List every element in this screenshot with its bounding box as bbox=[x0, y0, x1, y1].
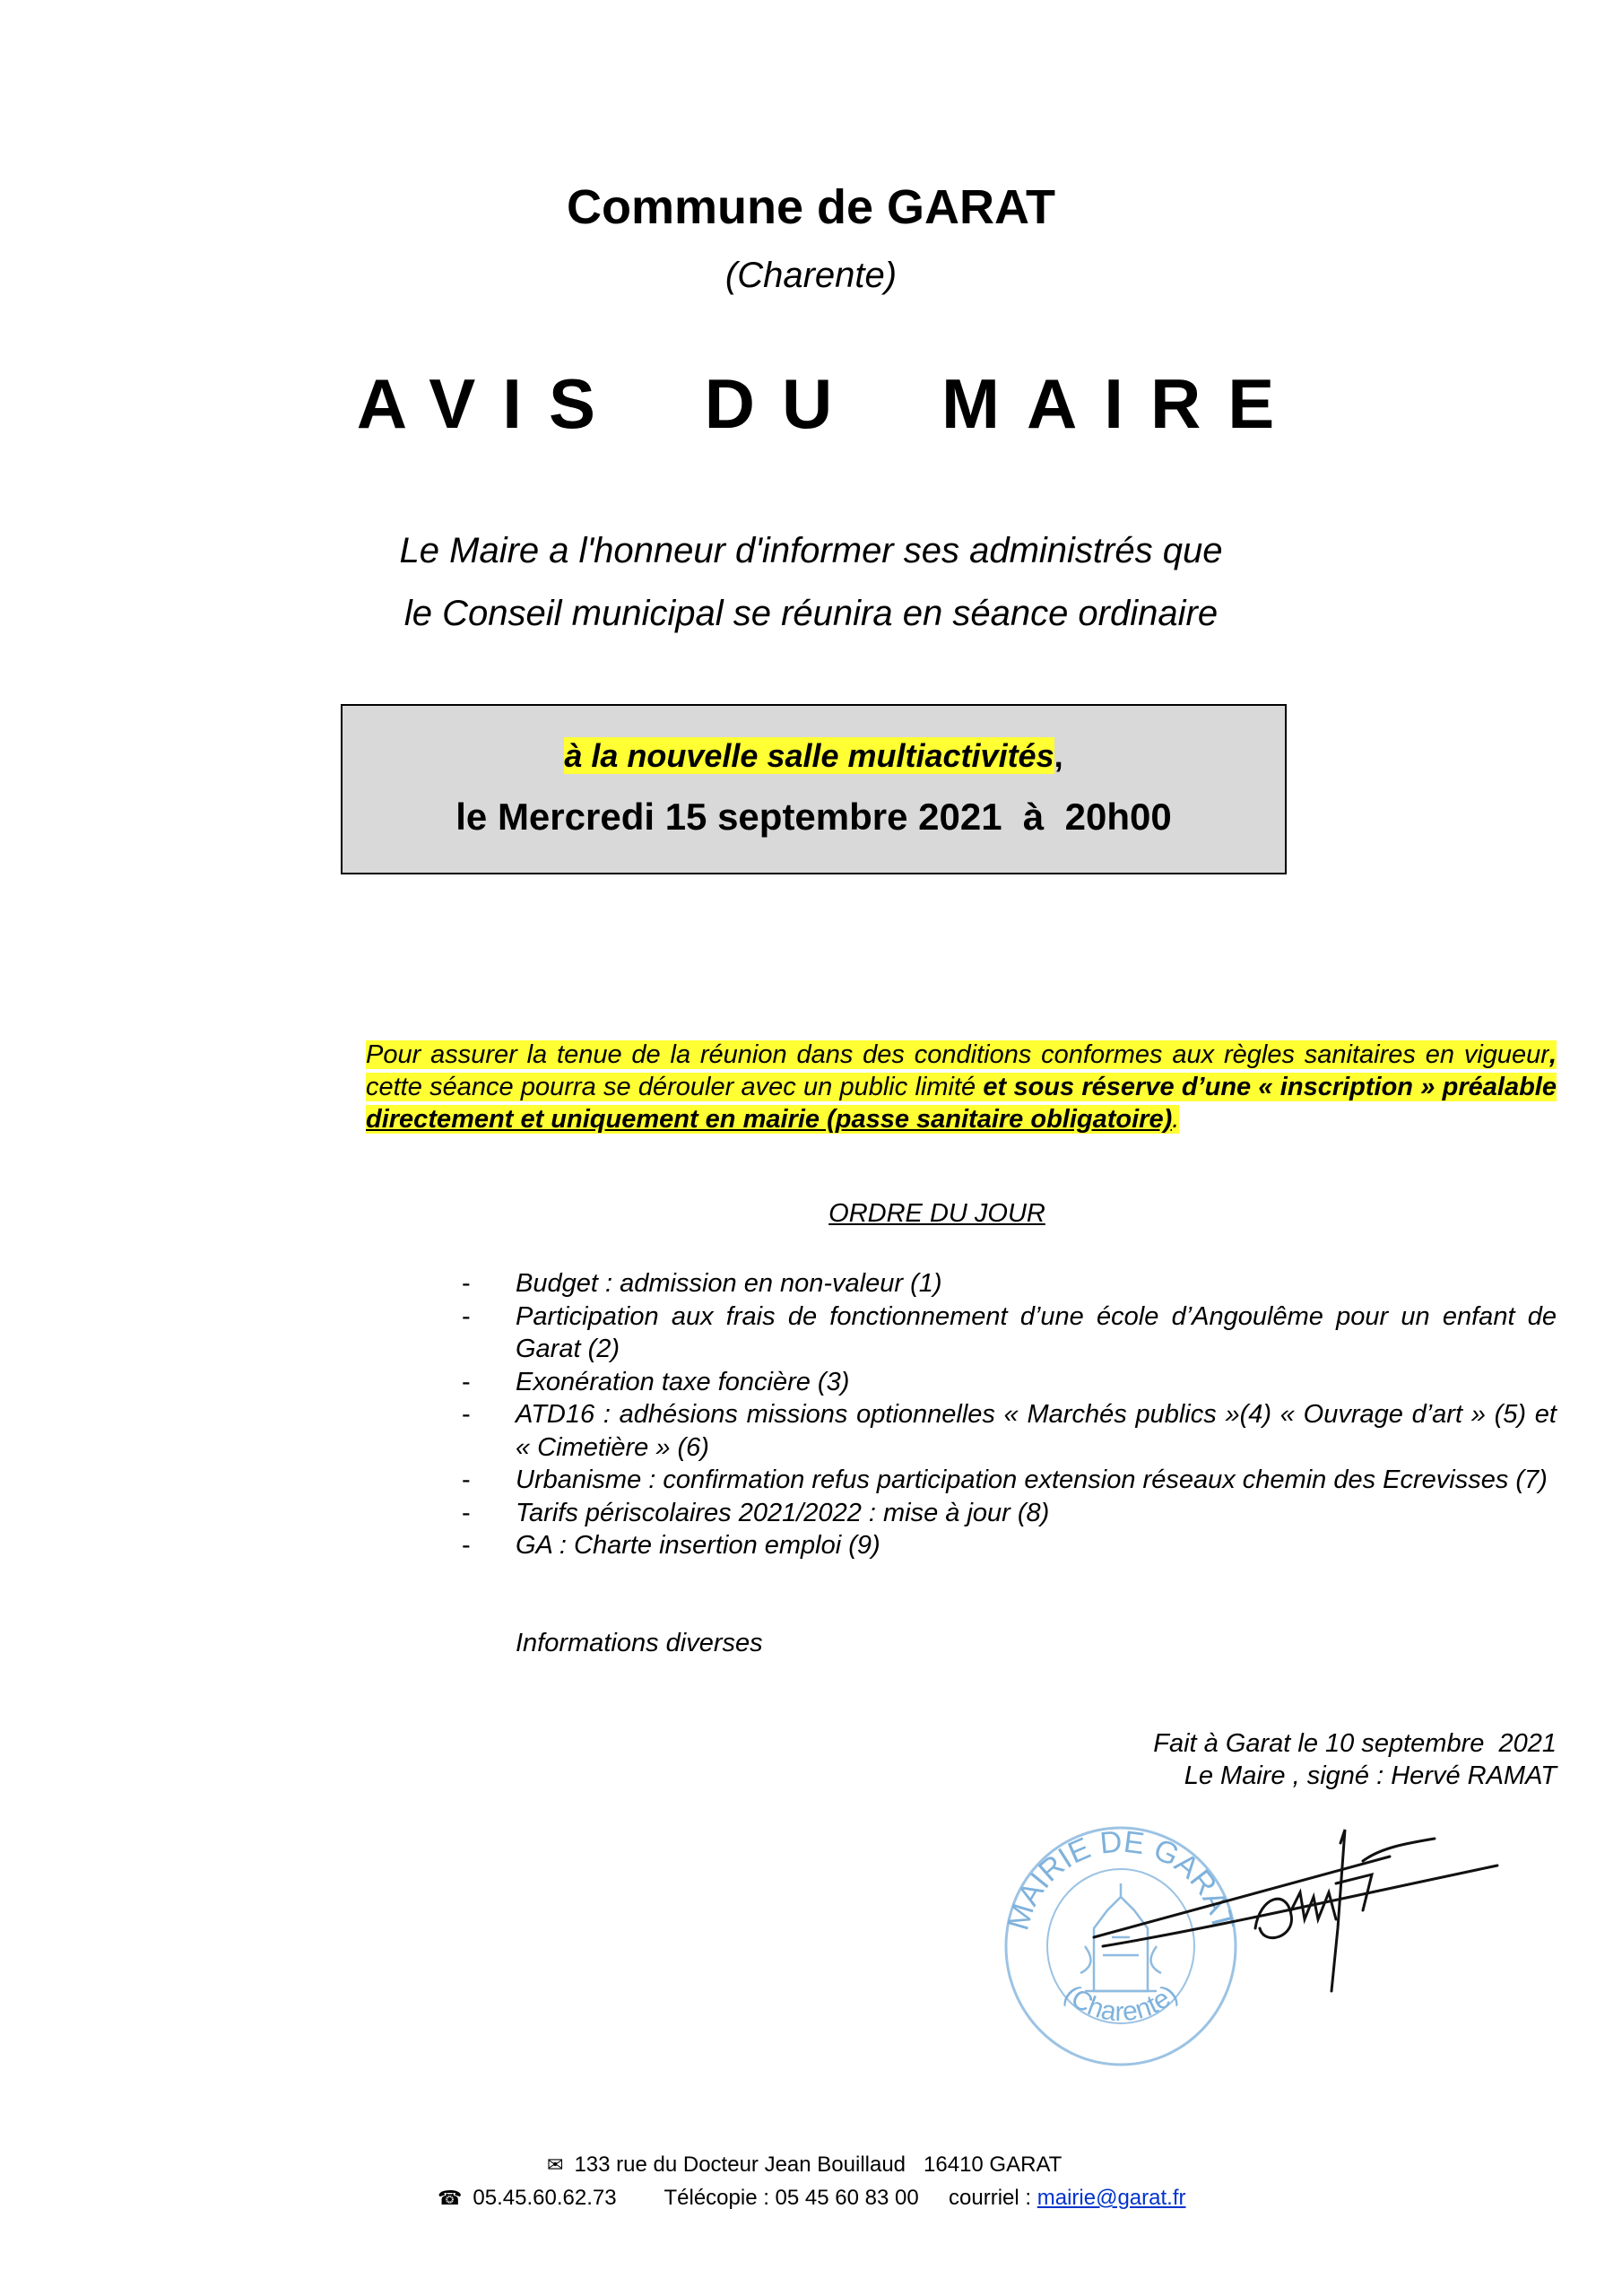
agenda-item-text: Urbanisme : confirmation refus participation extension réseaux chemin des Ecrevisses (7) bbox=[516, 1465, 1548, 1494]
handwritten-signature bbox=[1076, 1821, 1542, 2000]
meeting-details-box bbox=[341, 704, 1287, 874]
agenda-item bbox=[462, 1366, 1557, 1399]
department-subtitle: (Charente) bbox=[724, 256, 898, 295]
list-dash: - bbox=[462, 1531, 471, 1560]
footer-phone: 05.45.60.62.73 bbox=[473, 2186, 617, 2210]
footer-email-link[interactable]: mairie@garat.fr bbox=[1037, 2186, 1186, 2210]
list-dash: - bbox=[462, 1400, 471, 1429]
footer-contact bbox=[438, 2186, 1186, 2211]
list-dash: - bbox=[462, 1367, 471, 1396]
sanitary-text-7: . bbox=[1172, 1105, 1180, 1134]
agenda-item-text: Budget : admission en non-valeur (1) bbox=[516, 1269, 942, 1298]
signature-place-date: Fait à Garat le 10 septembre 2021 bbox=[1153, 1729, 1557, 1758]
agenda-item bbox=[462, 1464, 1557, 1497]
agenda-item-text: Exonération taxe foncière (3) bbox=[516, 1367, 850, 1396]
stamp-top-text: MAIRIE DE GARAT bbox=[1001, 1824, 1241, 1935]
agenda-item-text: GA : Charte insertion emploi (9) bbox=[516, 1531, 880, 1560]
agenda-item-text: ATD16 : adhésions missions optionnelles « Marchés publics »(4) « Ouvrage d’art » (5) et « Cimetière » (6) bbox=[516, 1400, 1557, 1462]
intro-line-2: le Conseil municipal se réunira en séance ordinaire bbox=[403, 594, 1219, 633]
list-dash: - bbox=[462, 1498, 471, 1527]
sanitary-text-1: Pour assurer la tenue de la réunion dans des conditions conformes aux règles sanitaires en vigueur bbox=[366, 1040, 1549, 1069]
footer-email-label: courriel : bbox=[949, 2186, 1037, 2210]
list-dash: - bbox=[462, 1301, 471, 1331]
sanitary-text-6: directement et uniquement en mairie (passe sanitaire obligatoire) bbox=[366, 1105, 1173, 1134]
sanitary-text-4: et sous réserve d’une « inscription » préalable bbox=[983, 1073, 1557, 1101]
agenda-item-text: Participation aux frais de fonctionnement d’une école d’Angoulême pour un enfant de Garat (2) bbox=[516, 1301, 1557, 1363]
footer-address bbox=[547, 2152, 1062, 2178]
stamp-bottom-text: (Charente) bbox=[1058, 1979, 1184, 2028]
meeting-location-text: à la nouvelle salle multiactivités bbox=[564, 737, 1054, 774]
meeting-location-comma: , bbox=[1054, 737, 1063, 774]
footer-fax: Télécopie : 05 45 60 83 00 bbox=[664, 2186, 919, 2210]
agenda-item bbox=[462, 1529, 1557, 1562]
envelope-icon: ✉ bbox=[547, 2153, 564, 2176]
notice-heading: AVIS DU MAIRE bbox=[356, 364, 1302, 443]
misc-information: Informations diverses bbox=[516, 1629, 763, 1657]
telephone-icon: ☎ bbox=[438, 2187, 463, 2209]
agenda-item-text: Tarifs périscolaires 2021/2022 : mise à jour (8) bbox=[516, 1498, 1050, 1527]
agenda-title: ORDRE DU JOUR bbox=[828, 1199, 1045, 1228]
signature-name: Le Maire , signé : Hervé RAMAT bbox=[1184, 1761, 1557, 1790]
agenda-item bbox=[462, 1300, 1557, 1366]
commune-title: Commune de GARAT bbox=[566, 180, 1055, 234]
sanitary-text-3: cette séance pourra se dérouler avec un public limité bbox=[366, 1073, 984, 1101]
footer-address-text: 133 rue du Docteur Jean Bouillaud 16410 GARAT bbox=[574, 2152, 1063, 2177]
list-dash: - bbox=[462, 1269, 471, 1298]
intro-line-1: Le Maire a l'honneur d'informer ses administrés que bbox=[399, 531, 1223, 570]
agenda-item bbox=[462, 1267, 1557, 1300]
agenda-list bbox=[462, 1267, 1557, 1562]
sanitary-notice bbox=[366, 1039, 1557, 1135]
agenda-item bbox=[462, 1497, 1557, 1530]
agenda-item bbox=[462, 1398, 1557, 1464]
sanitary-text-2: , bbox=[1548, 1040, 1557, 1069]
meeting-location bbox=[343, 737, 1285, 775]
list-dash: - bbox=[462, 1465, 471, 1494]
meeting-date: le Mercredi 15 septembre 2021 à 20h00 bbox=[455, 796, 1172, 838]
